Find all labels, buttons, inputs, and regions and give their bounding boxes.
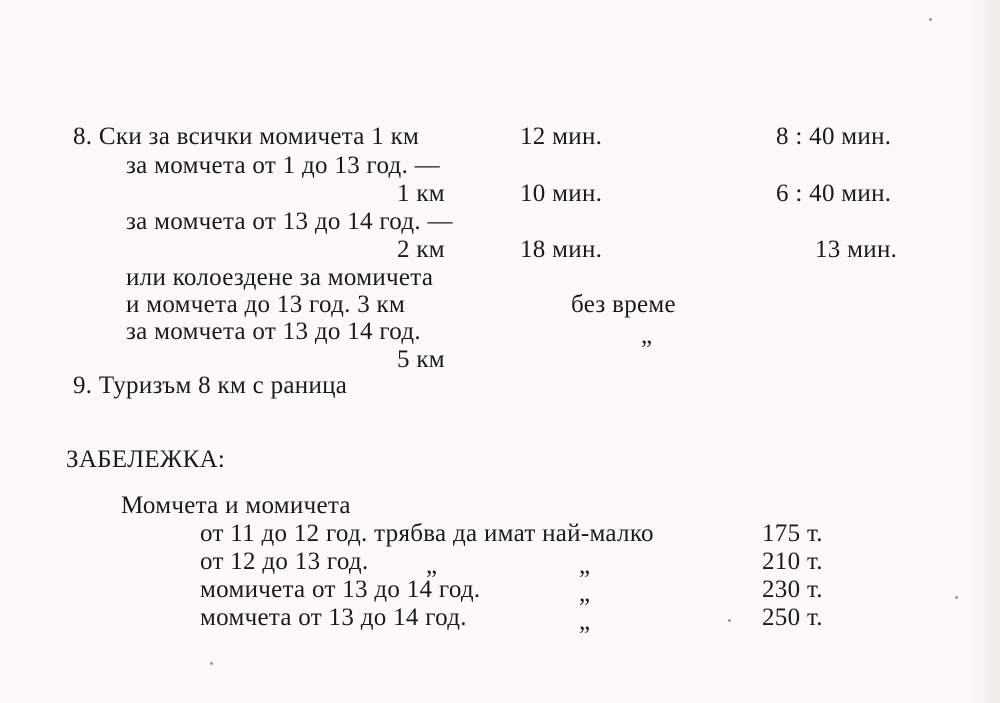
item-8-line-3-time: 10 мин.	[520, 180, 603, 207]
note-row-1-text: от 11 до 12 год. трябва да имат най-малко	[200, 520, 654, 547]
item-8-line-7-time: без време	[571, 291, 676, 318]
item-8-line-5-distance: 2 км	[397, 236, 445, 263]
item-8-line-2: за момчета от 1 до 13 год. —	[126, 152, 440, 179]
item-8-line-8-ditto: „	[641, 322, 653, 349]
scan-speck	[955, 596, 958, 599]
item-9-line-1: 9. Туризъм 8 км с раница	[73, 372, 348, 399]
item-8-line-5-time: 18 мин.	[520, 236, 603, 263]
scan-speck	[210, 662, 213, 665]
note-row-3-text: момичета от 13 до 14 год.	[200, 576, 481, 603]
note-row-2-ditto: „	[426, 552, 438, 579]
scan-edge-shadow	[966, 0, 1000, 703]
note-row-2-text: от 12 до 13 год.	[200, 548, 369, 575]
item-8-line-4: за момчета от 13 до 14 год. —	[126, 208, 453, 235]
note-row-4-value: 250 т.	[762, 604, 823, 631]
note-intro: Момчета и момичета	[121, 492, 351, 519]
item-8-line-9-distance: 5 км	[397, 346, 445, 373]
item-8-line-6: или колоездене за момичета	[126, 264, 434, 291]
item-8-line-3-norm: 6 : 40 мин.	[776, 180, 892, 207]
item-8-line-1-norm: 8 : 40 мин.	[776, 123, 892, 150]
item-8-line-8: за момчета от 13 до 14 год.	[126, 318, 421, 345]
note-row-2-ditto-2: „	[579, 552, 591, 579]
note-row-3-value: 230 т.	[762, 576, 823, 603]
note-row-3-ditto: „	[579, 580, 591, 607]
item-8-line-5-norm: 13 мин.	[815, 236, 898, 263]
note-row-1-value: 175 т.	[762, 520, 823, 547]
item-8-line-1: 8. Ски за всички момичета 1 км	[73, 123, 420, 150]
item-8-line-7: и момчета до 13 год. 3 км	[126, 291, 406, 318]
scan-speck	[728, 619, 731, 622]
scan-speck	[929, 18, 932, 21]
note-heading: ЗАБЕЛЕЖКА:	[66, 446, 226, 473]
note-row-4-ditto: „	[579, 608, 591, 635]
item-8-line-1-time: 12 мин.	[520, 123, 603, 150]
note-row-4-text: момчета от 13 до 14 год.	[200, 604, 467, 631]
note-row-2-value: 210 т.	[762, 548, 823, 575]
item-8-line-3-distance: 1 км	[397, 180, 445, 207]
